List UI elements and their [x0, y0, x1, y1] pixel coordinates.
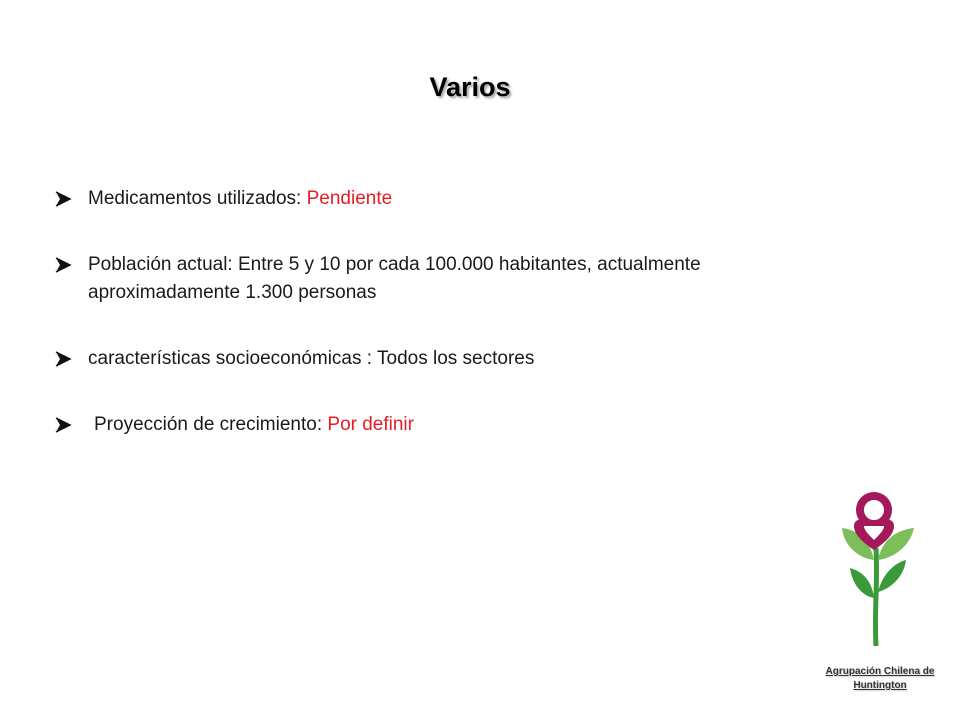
bullet-medicamentos [50, 185, 850, 213]
arrow-bullet-icon [54, 185, 76, 213]
arrow-bullet-icon [54, 345, 76, 373]
bullet-value: Por definir [327, 414, 414, 435]
slide-title: Varios [429, 72, 511, 102]
bullet-socioeconomicas [50, 345, 850, 373]
bullet-poblacion [50, 251, 850, 307]
bullet-label: Medicamentos utilizados: [88, 188, 307, 209]
bullet-value: Entre 5 y 10 por cada 100.000 habitantes, actualmente aproximadamente 1.300 personas [88, 254, 701, 303]
bullet-label: Proyección de crecimiento: [94, 414, 328, 435]
arrow-bullet-icon [54, 251, 76, 279]
bullet-label: características socioeconómicas : [88, 348, 377, 369]
bullet-label: Población actual: [88, 254, 238, 275]
bullet-proyeccion [50, 411, 850, 439]
arrow-bullet-icon [54, 411, 76, 439]
logo-caption-line1: Agrupación Chilena de [825, 666, 935, 677]
logo-caption-line2: Huntington [853, 680, 907, 691]
flower-logo-icon [838, 488, 922, 648]
bullet-value: Pendiente [306, 188, 393, 209]
logo-caption [800, 665, 960, 693]
bullet-value: Todos los sectores [377, 348, 535, 369]
bullet-list [50, 185, 850, 477]
